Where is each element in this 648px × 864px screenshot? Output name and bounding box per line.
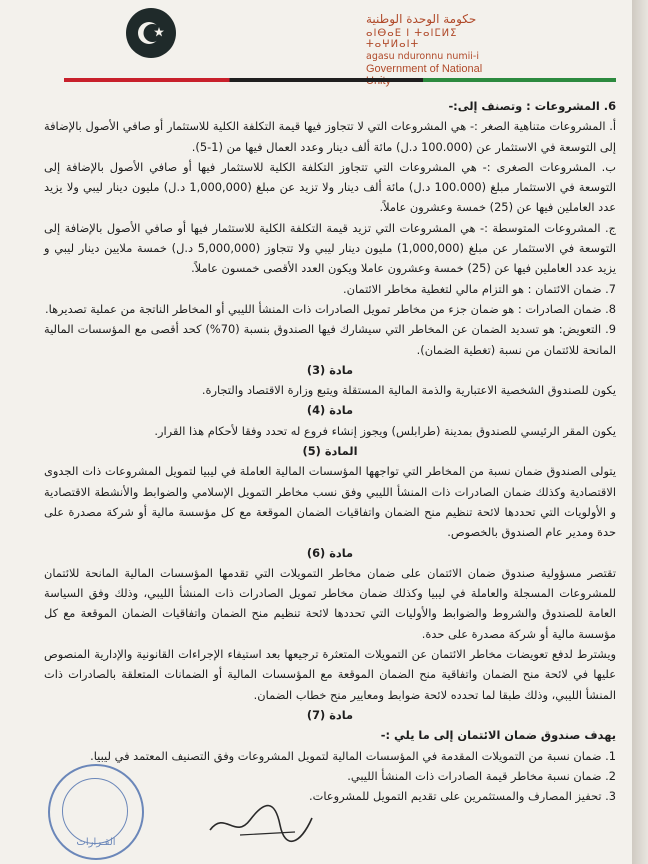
definition-item-6c: ج. المشروعات المتوسطة :- هي المشروعات التي تزيد قيمة التكلفة الكلية للاستثمار فيها أو صافي الأصول بالإضافة إلى التوسعة في الاستثمار عن مبلغ (1,000,000) مليون دينار ليبي ولا تتجاوز (5,000,000 د.ل) خمسة ملايين دينار ليبي و يزيد عدد العاملين فيها عن (25) خمسة وعشرون عاملا ويكون العدد الأقصى خمسون عاملاً.	[44, 220, 617, 276]
gov-title-english: Government of National	[366, 63, 483, 75]
page-edge	[632, 0, 648, 864]
flag-color-bar	[64, 78, 616, 82]
article-4-text: يكون المقر الرئيسي للصندوق بمدينة (طرابلس) ويجوز إنشاء فروع له تحدد وفقا لأحكام هذا القرار.	[154, 423, 616, 438]
handwritten-signature-icon	[200, 790, 320, 850]
government-title-block	[366, 12, 496, 87]
article-7-title: مادة (7)	[306, 707, 354, 722]
article-7-item-1: 1. ضمان نسبة من التمويلات المقدمة في المؤسسات المالية لتمويل المشروعات وفق التصنيف المعتمد في ليبيا.	[90, 748, 616, 763]
article-6-title: مادة (6)	[306, 545, 354, 560]
definition-item-7: 7. ضمان الائتمان : هو التزام مالي لتغطية مخاطر الائتمان.	[343, 281, 616, 296]
article-7-item-3: 3. تحفيز المصارف والمستثمرين على تقديم التمويل للمشروعات.	[308, 789, 616, 804]
gov-title-tifinagh: ⴰⵏⴱⴰⴹ ⵏ ⵜⴰⵏⵎⵍⵉ ⵜⴰⵖⵍⴰⵏⵜ	[366, 28, 458, 50]
official-seal-icon	[48, 764, 144, 860]
definition-item-9: 9. التعويض: هو تسديد الضمان عن المخاطر التي سيشارك فيها الصندوق بنسبة (70%) كحد أقصى مع المؤسسات المالية المانحة للائتمان من نسبة (تغطية الضمان).	[44, 322, 617, 357]
article-6-text-2: ويشترط لدفع تعويضات مخاطر الائتمان عن التمويلات المتعثرة ترجيعها بعد استيفاء الإجراءات القانونية والإدارية المنصوص عليها في لائحة منح الضمان واتفاقية منح الضمان الموقعة مع المؤسسات المالية أو الضمانات المتعلقة بالصادرات ذات المنشأ الليبي، وذلك طبقا لما تحدده لائحة ضوابط ومعايير منح خطاب الضمان.	[44, 647, 616, 702]
document-body	[44, 96, 616, 806]
seal-text: القـرارات	[76, 837, 116, 848]
article-4-title: مادة (4)	[306, 403, 354, 418]
article-7-intro: يهدف صندوق ضمان الائتمان إلى ما يلي :-	[380, 728, 616, 743]
article-5-text: يتولى الصندوق ضمان نسبة من المخاطر التي تواجهها المؤسسات المالية العاملة في ليبيا لتمويل المشروعات ذات الجدوى الاقتصادية وكذلك ضمان الصادرات ذات المنشأ الليبي وفق نسب مخاطر التمويل الإسلامي والضوابط والأنشطة الاقتصادية و الأولويات التي تحددها لائحة تنظيم منح الضمان واتفاقيات الضمان الموقعة مع كل مؤسسة مالية أو شركة مصدرة على حدة ومدير عام الصندوق بالخصوص.	[44, 464, 616, 540]
crescent-star-emblem-icon	[126, 8, 176, 58]
letterhead	[0, 0, 632, 86]
definition-item-8: 8. ضمان الصادرات : هو ضمان جزء من مخاطر تمويل الصادرات ذات المنشأ الليبي أو المخاطر الناتجة من عملية تصديرها.	[45, 301, 616, 316]
article-7-item-2: 2. ضمان نسبة مخاطر قيمة الصادرات ذات المنشأ الليبي.	[347, 768, 616, 783]
definition-item-6b: ب. المشروعات الصغرى :- هي المشروعات التي تتجاوز التكلفة الكلية للاستثمار فيها أو صافي الأصول بالإضافة إلى التوسعة في الاستثمار مبلغ (100.000 د.ل) مائة ألف دينار ولا تزيد عن مبلغ (1,000,000 د.ل) مليون دينار ليبي ولا يزيد عدد العاملين فيها عن (25) خمسة وعشرون عاملاً.	[44, 159, 616, 215]
definition-item-6a: أ. المشروعات متناهية الصغر :- هي المشروعات التي لا تتجاوز فيها قيمة التكلفة الكلية للاستثمار أو صافي الأصول بالإضافة إلى التوسعة في الاستثمار عن (100.000 د.ل) مائة ألف دينار وعدد العمال فيها من (1-5).	[44, 119, 616, 154]
article-3-text: يكون للصندوق الشخصية الاعتبارية والذمة المالية المستقلة ويتبع وزارة الاقتصاد والتجارة.	[201, 383, 616, 398]
article-3-title: مادة (3)	[306, 362, 354, 377]
article-6-text-1: تقتصر مسؤولية صندوق ضمان الائتمان على ضمان مخاطر التمويلات التي تقدمها المؤسسات المالية المانحة للائتمان للمشروعات المسجلة والعاملة في ليبيا وكذلك ضمان مخاطر تمويل الصادرات ذات المنشأ الليبي، وذلك وفق السياسة العامة للصندوق والشروط والضوابط والأوليات التي تحددها لائحة تنظيم منح الضمان واتفاقيات الضمان الموقعة مع كل مؤسسة مالية أو شركة مصدرة على حدة.	[44, 565, 616, 641]
gov-title-arabic: حكومة الوحدة الوطنية	[366, 12, 477, 26]
definition-item-6: 6. المشروعات : وتصنف إلى:-	[448, 99, 616, 113]
gov-title-amazigh-latin: agasu nduronnu numii-i	[366, 51, 479, 62]
article-5-title: المادة (5)	[302, 444, 358, 459]
